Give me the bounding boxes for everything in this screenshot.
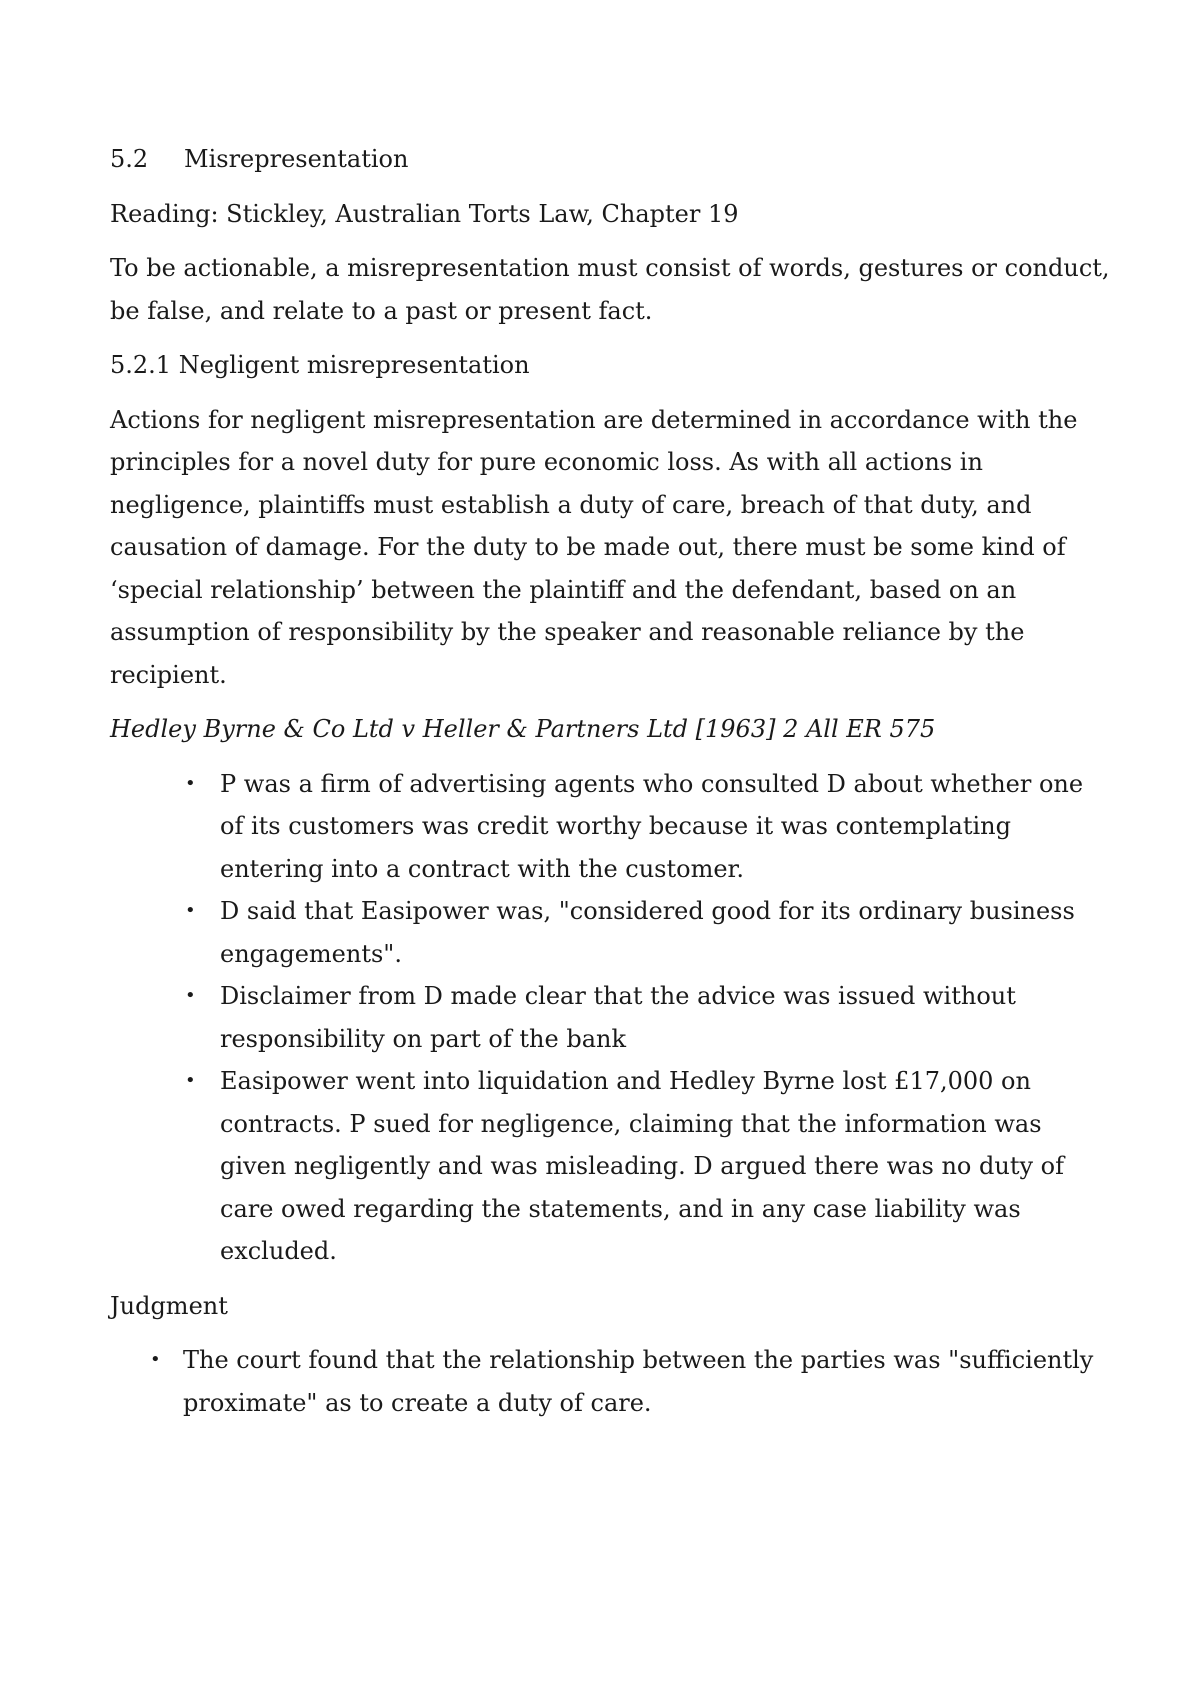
judgment-list — [110, 1339, 1110, 1424]
judgment-text: The court found that the relationship between the parties was "sufficiently proximate" as to create a duty of care. — [183, 1346, 1094, 1417]
intro-paragraph: To be actionable, a misrepresentation must consist of words, gestures or conduct, be false, and relate to a past or present fact. — [110, 254, 1110, 325]
section-number: 5.2 — [110, 145, 149, 173]
case-citation: Hedley Byrne & Co Ltd v Heller & Partners Ltd [1963] 2 All ER 575 — [110, 715, 936, 743]
judgment-heading: Judgment — [110, 1291, 228, 1320]
list-item — [110, 1060, 1110, 1273]
bullet-icon: • — [185, 772, 196, 794]
bullet-icon: • — [185, 900, 196, 921]
negligent-paragraph: Actions for negligent misrepresentation are determined in accordance with the principles for a novel duty for pure economic loss. As with all actions in negligence, plaintiffs must establish a duty of care, breach of that duty, and causation of damage. For the duty to be made out, there must be some kind of ‘special relationship’ between the plaintiff and the defendant, based on an assumption of responsibility by the speaker and reasonable reliance by the recipient. — [110, 405, 1078, 689]
list-item — [110, 1339, 1110, 1424]
case-fact-text: D said that Easipower was, "considered good for its ordinary business engagements". — [220, 897, 1075, 968]
bullet-icon: • — [185, 985, 196, 1006]
document-page — [110, 138, 1110, 1440]
list-item — [110, 975, 1110, 1060]
list-item — [110, 890, 1110, 975]
case-fact-text: Disclaimer from D made clear that the advice was issued without responsibility on part of the bank — [220, 982, 1016, 1053]
section-heading — [110, 138, 1110, 181]
case-fact-text: Easipower went into liquidation and Hedley Byrne lost £17,000 on contracts. P sued for negligence, claiming that the information was given negligently and was misleading. D argued there was no duty of care owed regarding the statements, and in any case liability was excluded. — [220, 1067, 1064, 1265]
case-fact-text: P was a firm of advertising agents who consulted D about whether one of its customers was credit worthy because it was contemplating entering into a contract with the customer. — [220, 769, 1084, 883]
reading-line: Reading: Stickley, Australian Torts Law, Chapter 19 — [110, 199, 739, 228]
subsection-heading: 5.2.1 Negligent misrepresentation — [110, 351, 530, 379]
bullet-icon: • — [185, 1070, 196, 1091]
section-title: Misrepresentation — [184, 145, 409, 173]
list-item — [110, 763, 1110, 891]
bullet-icon: • — [150, 1349, 161, 1370]
case-facts-list — [110, 763, 1110, 1273]
